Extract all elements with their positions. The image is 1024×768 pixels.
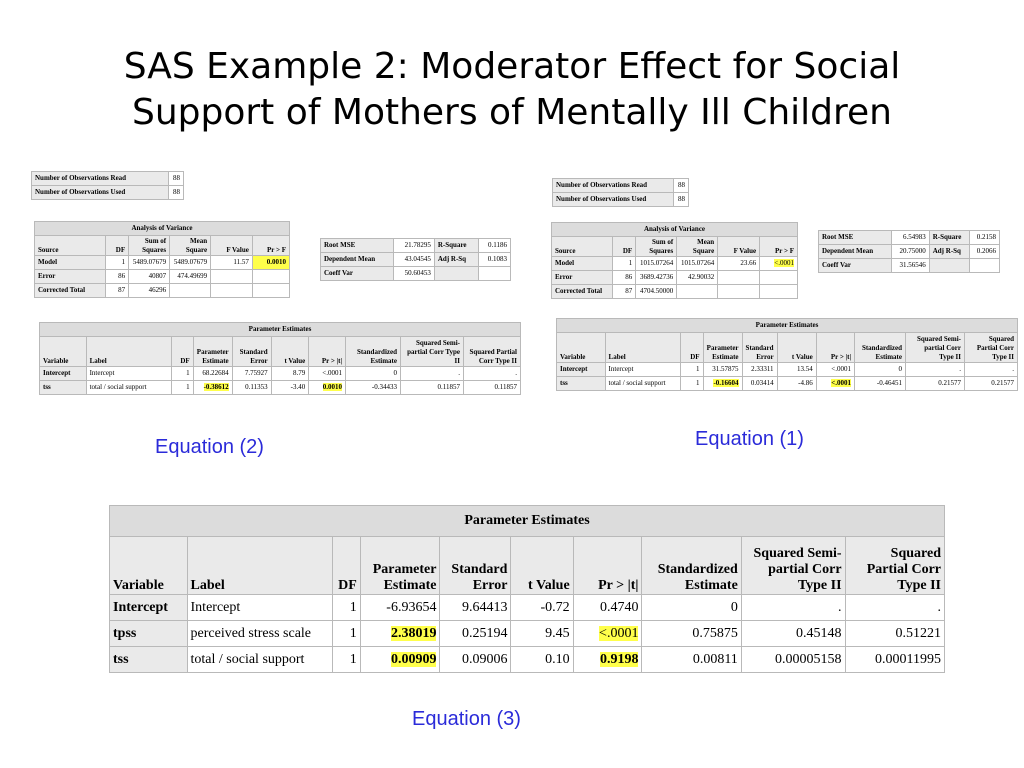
cell: 0.2158 — [970, 231, 1000, 245]
cell: 9.64413 — [440, 595, 511, 621]
equation2-label: Equation (2) — [155, 436, 264, 458]
table-row — [553, 179, 689, 193]
cell: 2.33311 — [742, 363, 777, 377]
cell: 1 — [332, 647, 360, 673]
cell: 1015.07264 — [677, 257, 718, 271]
cell: tss — [110, 647, 188, 673]
table-row — [321, 253, 511, 267]
cell: . — [464, 367, 521, 381]
cell: 8.79 — [271, 367, 309, 381]
cell: 0 — [642, 595, 741, 621]
cell: Coeff Var — [819, 259, 892, 273]
table-row — [552, 285, 798, 299]
col-header: Variable — [557, 333, 606, 363]
cell: 11.57 — [211, 256, 253, 270]
cell: 1 — [171, 367, 193, 381]
col-header: Standard Error — [742, 333, 777, 363]
cell: 40807 — [129, 270, 170, 284]
cell: Dependent Mean — [321, 253, 394, 267]
table-row — [552, 271, 798, 285]
cell: -0.72 — [511, 595, 573, 621]
cell-highlighted: 2.38019 — [390, 625, 437, 641]
cell: 0.09006 — [440, 647, 511, 673]
cell: 0.1186 — [478, 239, 510, 253]
col-header: Squared Semi-partial Corr Type II — [741, 537, 845, 595]
col-header: t Value — [777, 333, 816, 363]
cell: 1 — [332, 595, 360, 621]
col-header: Mean Square — [170, 236, 211, 256]
slide-title-line1: SAS Example 2: Moderator Effect for Social — [123, 46, 901, 87]
cell: 0.11353 — [232, 381, 271, 395]
cell: tpss — [110, 621, 188, 647]
cell: 1 — [332, 621, 360, 647]
cell-highlighted: 0.0010 — [252, 256, 289, 270]
cell: perceived stress scale — [187, 621, 332, 647]
table-header-row — [40, 337, 521, 367]
table-row — [40, 381, 521, 395]
eq2-fit-table — [320, 238, 511, 281]
cell: 50.60453 — [394, 267, 435, 281]
cell: tss — [40, 381, 87, 395]
cell-highlighted: 0.00909 — [390, 651, 437, 667]
col-header: F Value — [718, 237, 760, 257]
obs-value: 88 — [169, 172, 184, 186]
cell — [211, 270, 253, 284]
cell: Intercept — [110, 595, 188, 621]
cell: 1 — [106, 256, 129, 270]
cell: Adj R-Sq — [434, 253, 478, 267]
cell: 0.4740 — [573, 595, 642, 621]
cell: 87 — [106, 284, 129, 298]
cell: -3.40 — [271, 381, 309, 395]
cell — [970, 259, 1000, 273]
cell: 42.90032 — [677, 271, 718, 285]
obs-label: Number of Observations Read — [553, 179, 674, 193]
cell: 0.2066 — [970, 245, 1000, 259]
cell: Root MSE — [819, 231, 892, 245]
cell — [677, 285, 718, 299]
cell-highlighted: 0.9198 — [599, 651, 639, 667]
obs-label: Number of Observations Used — [553, 193, 674, 207]
eq1-param-table — [556, 318, 1018, 391]
table-row — [553, 193, 689, 207]
col-header: Standardized Estimate — [642, 537, 741, 595]
cell: <.0001 — [816, 363, 854, 377]
cell — [760, 285, 798, 299]
cell-highlighted: 0.0010 — [322, 383, 342, 391]
cell: 0 — [855, 363, 906, 377]
cell: -4.86 — [777, 377, 816, 391]
table-row — [110, 621, 945, 647]
cell: tss — [557, 377, 606, 391]
cell: 68.22684 — [193, 367, 232, 381]
col-header: Source — [35, 236, 106, 256]
cell: . — [401, 367, 464, 381]
eq2-param-table — [39, 322, 521, 395]
cell: 7.75927 — [232, 367, 271, 381]
cell: 21.78295 — [394, 239, 435, 253]
cell: 0.03414 — [742, 377, 777, 391]
table-row — [321, 267, 511, 281]
cell: total / social support — [187, 647, 332, 673]
cell — [252, 270, 289, 284]
col-header: Source — [552, 237, 613, 257]
cell: Intercept — [605, 363, 680, 377]
col-header: Standardized Estimate — [855, 333, 906, 363]
col-header: Standard Error — [440, 537, 511, 595]
col-header: Pr > F — [252, 236, 289, 256]
col-header: Squared Partial Corr Type II — [965, 333, 1018, 363]
eq1-obs-table — [552, 178, 689, 207]
col-header: Pr > |t| — [309, 337, 346, 367]
cell: 0.75875 — [642, 621, 741, 647]
col-header: Standard Error — [232, 337, 271, 367]
eq2-obs-table — [31, 171, 184, 200]
cell-highlighted: -0.16604 — [713, 379, 739, 387]
obs-label: Number of Observations Used — [32, 186, 169, 200]
cell — [434, 267, 478, 281]
cell: 474.49699 — [170, 270, 211, 284]
cell: . — [741, 595, 845, 621]
cell — [252, 284, 289, 298]
cell: 0.00011995 — [845, 647, 944, 673]
anova-caption: Analysis of Variance — [35, 222, 290, 236]
slide-title — [0, 44, 1024, 136]
col-header: DF — [680, 333, 703, 363]
cell: 43.04545 — [394, 253, 435, 267]
cell-highlighted: <.0001 — [774, 259, 794, 267]
param-caption: Parameter Estimates — [40, 323, 521, 337]
cell: 20.75000 — [892, 245, 930, 259]
eq3-param-table — [109, 505, 945, 673]
cell: total / social support — [86, 381, 171, 395]
cell: Coeff Var — [321, 267, 394, 281]
col-header: t Value — [271, 337, 309, 367]
col-header: Sum of Squares — [129, 236, 170, 256]
cell: . — [845, 595, 944, 621]
cell: Dependent Mean — [819, 245, 892, 259]
table-row — [819, 259, 1000, 273]
anova-caption: Analysis of Variance — [552, 223, 798, 237]
cell: Adj R-Sq — [929, 245, 969, 259]
obs-value: 88 — [169, 186, 184, 200]
cell: -0.46451 — [855, 377, 906, 391]
cell: 0.11857 — [464, 381, 521, 395]
cell: 5489.07679 — [170, 256, 211, 270]
col-header: Label — [86, 337, 171, 367]
table-row — [32, 186, 184, 200]
cell: 1 — [171, 381, 193, 395]
table-row — [40, 367, 521, 381]
cell — [718, 285, 760, 299]
param-caption: Parameter Estimates — [557, 319, 1018, 333]
cell: 0.21577 — [906, 377, 965, 391]
col-header: Label — [605, 333, 680, 363]
cell: 0.00811 — [642, 647, 741, 673]
eq2-anova-table — [34, 221, 290, 298]
cell: R-Square — [929, 231, 969, 245]
col-header: DF — [613, 237, 636, 257]
table-row — [552, 257, 798, 271]
table-row — [557, 377, 1018, 391]
cell: 13.54 — [777, 363, 816, 377]
cell: 0.51221 — [845, 621, 944, 647]
col-header: t Value — [511, 537, 573, 595]
col-header: DF — [106, 236, 129, 256]
col-header: DF — [332, 537, 360, 595]
cell: Error — [552, 271, 613, 285]
cell: 87 — [613, 285, 636, 299]
cell: 31.57875 — [703, 363, 742, 377]
cell: Model — [35, 256, 106, 270]
cell — [170, 284, 211, 298]
col-header: Parameter Estimate — [193, 337, 232, 367]
cell: 1 — [680, 377, 703, 391]
cell — [718, 271, 760, 285]
table-row — [32, 172, 184, 186]
col-header: Parameter Estimate — [360, 537, 440, 595]
cell: 4704.50000 — [636, 285, 677, 299]
cell: Intercept — [187, 595, 332, 621]
cell: 6.54983 — [892, 231, 930, 245]
col-header: Squared Semi-partial Corr Type II — [906, 333, 965, 363]
cell: 86 — [613, 271, 636, 285]
cell: 9.45 — [511, 621, 573, 647]
cell: -0.34433 — [346, 381, 401, 395]
cell-highlighted: -0.38612 — [203, 383, 229, 391]
cell: Error — [35, 270, 106, 284]
table-row — [110, 595, 945, 621]
cell — [760, 271, 798, 285]
cell: 0.25194 — [440, 621, 511, 647]
cell: -6.93654 — [360, 595, 440, 621]
cell: 1015.07264 — [636, 257, 677, 271]
col-header: Sum of Squares — [636, 237, 677, 257]
equation3-label: Equation (3) — [412, 708, 521, 730]
cell: 1 — [613, 257, 636, 271]
cell: . — [906, 363, 965, 377]
eq1-fit-table — [818, 230, 1000, 273]
table-row — [819, 245, 1000, 259]
cell: 0.10 — [511, 647, 573, 673]
table-header-row — [557, 333, 1018, 363]
slide-title-line2: Support of Mothers of Mentally Ill Children — [131, 92, 892, 133]
col-header: Standardized Estimate — [346, 337, 401, 367]
cell: total / social support — [605, 377, 680, 391]
param-caption: Parameter Estimates — [110, 506, 945, 537]
cell: 0 — [346, 367, 401, 381]
cell: Model — [552, 257, 613, 271]
cell: 0.1083 — [478, 253, 510, 267]
cell: 0.11857 — [401, 381, 464, 395]
cell: Intercept — [86, 367, 171, 381]
cell — [211, 284, 253, 298]
table-row — [35, 270, 290, 284]
cell: 0.00005158 — [741, 647, 845, 673]
cell: 0.45148 — [741, 621, 845, 647]
table-header-row — [552, 237, 798, 257]
col-header: DF — [171, 337, 193, 367]
cell: Intercept — [40, 367, 87, 381]
col-header: Pr > |t| — [816, 333, 854, 363]
col-header: Squared Partial Corr Type II — [845, 537, 944, 595]
cell — [478, 267, 510, 281]
obs-value: 88 — [674, 193, 689, 207]
cell: 31.56546 — [892, 259, 930, 273]
table-row — [35, 284, 290, 298]
cell: 23.66 — [718, 257, 760, 271]
col-header: Label — [187, 537, 332, 595]
col-header: Parameter Estimate — [703, 333, 742, 363]
cell — [929, 259, 969, 273]
cell: Intercept — [557, 363, 606, 377]
cell: Corrected Total — [35, 284, 106, 298]
cell: 46296 — [129, 284, 170, 298]
col-header: Variable — [110, 537, 188, 595]
cell: Root MSE — [321, 239, 394, 253]
table-row — [110, 647, 945, 673]
cell: 86 — [106, 270, 129, 284]
obs-value: 88 — [674, 179, 689, 193]
cell-highlighted: <.0001 — [599, 625, 639, 641]
table-header-row — [35, 236, 290, 256]
cell: 1 — [680, 363, 703, 377]
col-header: Squared Semi-partial Corr Type II — [401, 337, 464, 367]
table-row — [321, 239, 511, 253]
cell: R-Square — [434, 239, 478, 253]
col-header: Pr > |t| — [573, 537, 642, 595]
cell: 0.21577 — [965, 377, 1018, 391]
cell: . — [965, 363, 1018, 377]
table-row — [35, 256, 290, 270]
obs-label: Number of Observations Read — [32, 172, 169, 186]
col-header: Squared Partial Corr Type II — [464, 337, 521, 367]
table-row — [557, 363, 1018, 377]
table-header-row — [110, 537, 945, 595]
equation1-label: Equation (1) — [695, 428, 804, 450]
cell: <.0001 — [309, 367, 346, 381]
col-header: F Value — [211, 236, 253, 256]
cell-highlighted: <.0001 — [831, 379, 851, 387]
col-header: Pr > F — [760, 237, 798, 257]
cell: 5489.07679 — [129, 256, 170, 270]
cell: Corrected Total — [552, 285, 613, 299]
table-row — [819, 231, 1000, 245]
eq1-anova-table — [551, 222, 798, 299]
col-header: Variable — [40, 337, 87, 367]
col-header: Mean Square — [677, 237, 718, 257]
cell: 3689.42736 — [636, 271, 677, 285]
